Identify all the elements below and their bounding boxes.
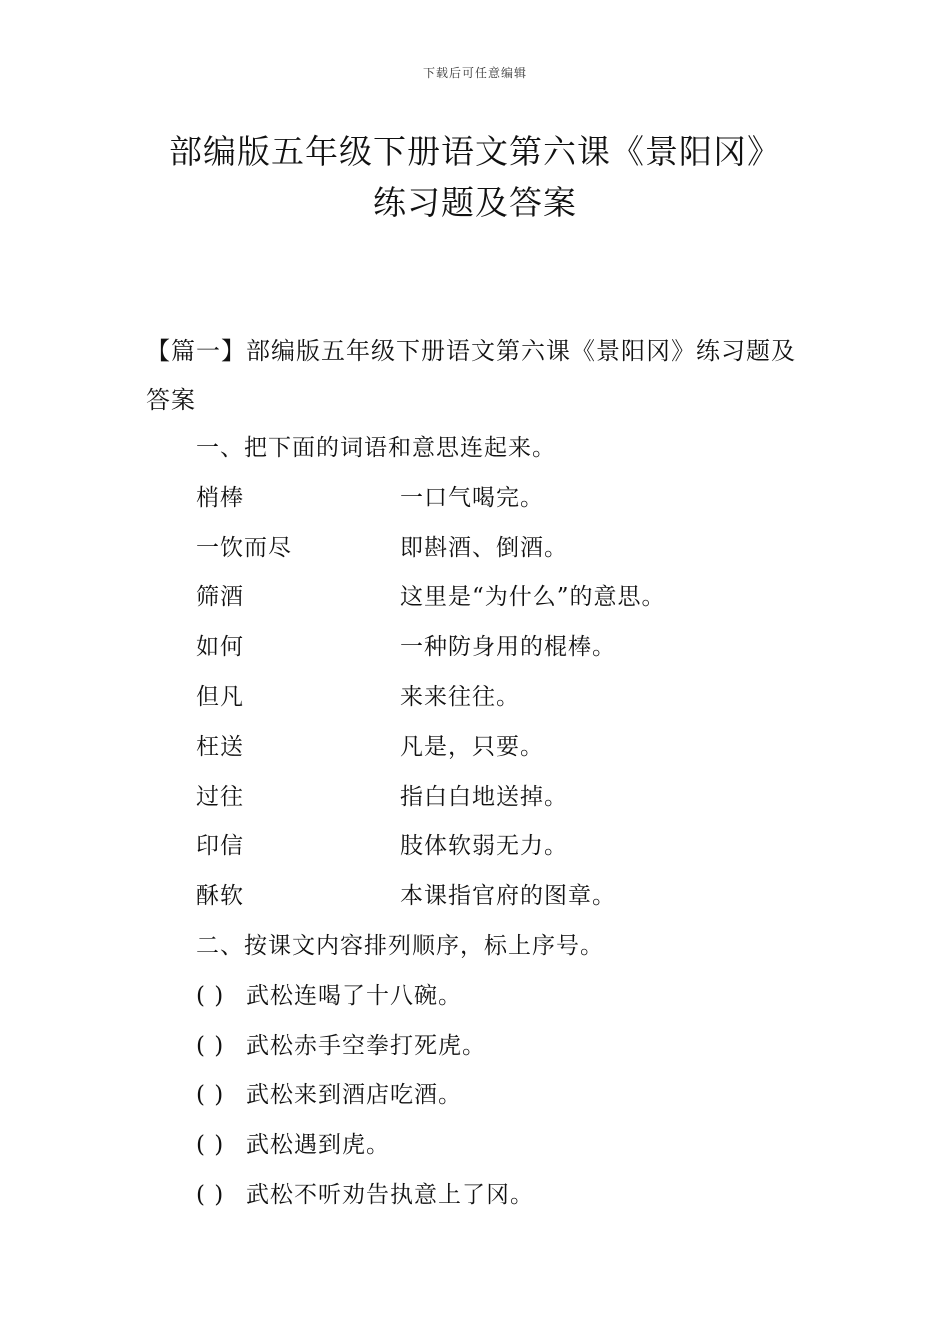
meaning: 即斟酒、倒酒。 [400, 534, 568, 561]
order-item-text: 武松不听劝告执意上了冈。 [246, 1181, 534, 1208]
question-2-prompt: 二、按课文内容排列顺序，标上序号。 [196, 932, 604, 959]
term-meaning-pair [196, 872, 816, 922]
answer-blank: ( ) [196, 1082, 225, 1109]
term: 酥软 [196, 883, 244, 910]
section-heading: 【篇一】部编版五年级下册语文第六课《景阳冈》练习题及答案 [146, 337, 796, 414]
meaning: 肢体软弱无力。 [400, 833, 568, 860]
term-meaning-pair [196, 623, 816, 673]
answer-blank: ( ) [196, 1181, 225, 1208]
term-meaning-pair [196, 822, 816, 872]
order-item-text: 武松赤手空拳打死虎。 [246, 1032, 486, 1059]
term: 枉送 [196, 733, 244, 760]
order-item-text: 武松来到酒店吃酒。 [246, 1082, 462, 1109]
meaning: 来来往往。 [400, 683, 520, 710]
answer-blank: ( ) [196, 1032, 225, 1059]
meaning: 这里是“为什么”的意思。 [400, 584, 666, 611]
title-line-2: 练习题及答案 [373, 183, 577, 222]
question-1-prompt: 一、把下面的词语和意思连起来。 [196, 435, 556, 461]
term-meaning-pair [196, 573, 816, 623]
meaning: 本课指官府的图章。 [400, 883, 616, 910]
term: 印信 [196, 833, 244, 860]
term-meaning-pair [196, 524, 816, 574]
term-meaning-pair [196, 474, 816, 524]
term-meaning-pair [196, 773, 816, 823]
order-item [196, 1121, 816, 1171]
document-title [0, 126, 950, 228]
term: 如何 [196, 634, 244, 661]
term-meaning-pair [196, 723, 816, 773]
meaning: 凡是，只要。 [400, 733, 544, 760]
order-item [196, 972, 816, 1022]
meaning: 指白白地送掉。 [400, 783, 568, 810]
order-item [196, 1171, 816, 1221]
exercise-content [196, 424, 816, 1221]
meaning: 一种防身用的棍棒。 [400, 634, 616, 661]
order-item [196, 1071, 816, 1121]
answer-blank: ( ) [196, 982, 225, 1009]
order-item [196, 1022, 816, 1072]
order-item-text: 武松遇到虎。 [246, 1132, 390, 1159]
order-item-text: 武松连喝了十八碗。 [246, 982, 462, 1009]
term: 筛酒 [196, 584, 244, 611]
term: 一饮而尽 [196, 534, 292, 561]
term: 但凡 [196, 683, 244, 710]
term: 过往 [196, 783, 244, 810]
title-line-1: 部编版五年级下册语文第六课《景阳冈》 [169, 132, 781, 171]
term-meaning-pair [196, 673, 816, 723]
term: 梢棒 [196, 484, 244, 511]
header-note: 下载后可任意编辑 [422, 66, 527, 80]
meaning: 一口气喝完。 [400, 484, 544, 511]
answer-blank: ( ) [196, 1132, 225, 1159]
